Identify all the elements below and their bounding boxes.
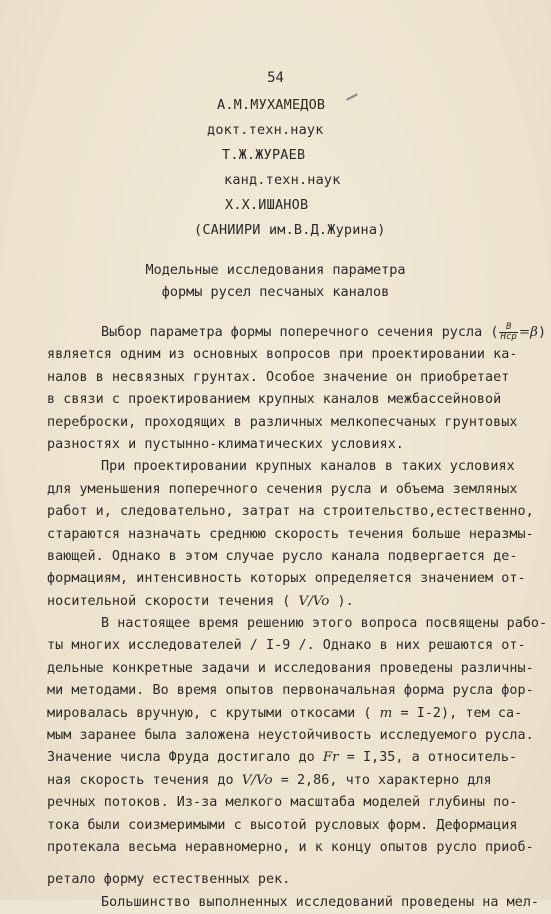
body-line: ми методами. Во время опытов первоначальная форма русла фор- [47, 683, 534, 699]
body-line: разностях и пустынно-климатических условиях. [47, 436, 404, 452]
body-line: является одним из основных вопросов при проектировании ка- [47, 347, 518, 363]
body-line: для уменьшения поперечного сечения русла и объема земляных [47, 481, 518, 497]
body-line: мым заранее была заложена неустойчивость исследуемого русла. [47, 728, 534, 744]
slope-symbol: m [379, 705, 393, 721]
article-title-line-1: Модельные исследования параметра [145, 262, 406, 278]
affiliation: (САНИИРИ им.В.Д.Журина) [194, 222, 386, 238]
author-title-2: канд.техн.наук [224, 172, 341, 188]
body-line: переброски, проходящих в различных мелкопесчаных грунтовых [47, 414, 518, 430]
body-line: в связи с проектированием крупных каналов межбассейновой [47, 392, 502, 408]
page-number: 54 [267, 70, 284, 86]
body-line: В настоящее время решению этого вопроса посвящены рабо- [101, 616, 548, 632]
body-line: ная скорость течения до V/Vo = 2,86, что характерно для [47, 772, 492, 788]
body-line: вающей. Однако в этом случае русло канала подвергается де- [47, 548, 518, 564]
author-name-2: Т.Ж.ЖУРАЕВ [222, 147, 306, 163]
body-line: налов в несвязных грунтах. Особое значение он приобретает [47, 369, 510, 385]
article-body [47, 321, 548, 914]
body-line: Значение числа Фруда достигало до Fr = I,35, а относитель- [47, 750, 518, 766]
author-title-1: докт.техн.наук [207, 122, 324, 138]
body-line: стараются назначать среднюю скорость течения больше неразмы- [47, 526, 534, 542]
body-line: речных потоков. Из-за мелкого масштаба моделей глубины по- [47, 795, 518, 811]
body-line: дельные конкретные задачи и исследования проведены различны- [47, 660, 534, 676]
velocity-ratio: V/Vo [298, 593, 330, 609]
body-line: мировалась вручную, с крутыми откосами ( m = I-2), тем са- [47, 705, 523, 721]
body-line: формациям, интенсивность которых определяется значением от- [47, 571, 526, 587]
body-line: тока были соизмеримыми с высотой русловых форм. Деформация [47, 817, 518, 833]
body-line: Большинство выполненных исследований проведены на мел- [101, 894, 540, 910]
body-line: ты многих исследователей / I-9 /. Однако в них решаются от- [47, 638, 526, 654]
pen-mark [346, 93, 358, 100]
body-line: Выбор параметра формы поперечного сечения русла ( $\frac{В}{\text{Hср}}$ =β) [101, 321, 547, 342]
body-line: работ и, следовательно, затрат на строительство,естественно, [47, 504, 534, 520]
body-line: ретало форму естественных рек. [47, 872, 291, 888]
author-name-1: А.М.МУХАМЕДОВ [217, 97, 326, 113]
author-name-3: Х.Х.ИШАНОВ [225, 197, 309, 213]
body-line: носительной скорости течения ( V/Vo ). [47, 593, 354, 609]
froude-symbol: Fr [322, 750, 339, 766]
body-line: При проектировании крупных каналов в таких условиях [101, 459, 515, 475]
article-title-line-2: формы русел песчаных каналов [161, 284, 390, 300]
beta-fraction: $\frac{В}{\text{Hср}}$ [500, 321, 517, 342]
velocity-ratio: V/Vo [241, 772, 273, 788]
body-line: протекала весьма неравномерно, и к концу опытов русло приоб- [47, 839, 534, 855]
